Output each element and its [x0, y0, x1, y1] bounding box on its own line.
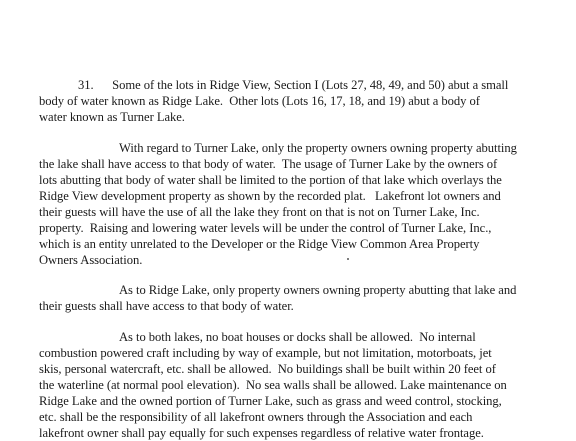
doc-line: their guests will have the use of all the lake they front on that is not on Turner Lake, Inc.	[39, 205, 480, 219]
doc-line: Ridge Lake and the owned portion of Turner Lake, such as grass and weed control, stocking,	[39, 394, 502, 408]
doc-line: 31. Some of the lots in Ridge View, Section I (Lots 27, 48, 49, and 50) abut a small	[78, 78, 509, 92]
doc-line: Owners Association.	[39, 253, 143, 267]
doc-line: lots abutting that body of water shall be limited to the portion of that lake which overlays the	[39, 173, 502, 187]
doc-line: water known as Turner Lake.	[39, 110, 185, 124]
doc-line: property. Raising and lowering water levels will be under the control of Turner Lake, Inc.,	[39, 221, 492, 235]
doc-line: As to Ridge Lake, only property owners owning property abutting that lake and	[119, 283, 517, 297]
doc-line: their guests shall have access to that body of water.	[39, 299, 294, 313]
doc-line: the lake shall have access to that body of water. The usage of Turner Lake by the owners of	[39, 157, 498, 171]
doc-line: lakefront owner shall pay equally for such expenses regardless of relative water frontage.	[39, 426, 484, 440]
doc-line: etc. shall be the responsibility of all lakefront owners through the Association and each	[39, 410, 473, 424]
doc-line: the waterline (at normal pool elevation). No sea walls shall be allowed. Lake maintenance on	[39, 378, 507, 392]
doc-line: which is an entity unrelated to the Developer or the Ridge View Common Area Property	[39, 237, 480, 251]
doc-line: body of water known as Ridge Lake. Other lots (Lots 16, 17, 18, and 19) abut a body of	[39, 94, 480, 108]
scan-speck	[347, 258, 349, 260]
doc-line: combustion powered craft including by way of example, but not limitation, motorboats, jet	[39, 346, 492, 360]
doc-line: As to both lakes, no boat houses or docks shall be allowed. No internal	[119, 330, 476, 344]
doc-line: skis, personal watercraft, etc. shall be allowed. No buildings shall be built within 20 feet of	[39, 362, 496, 376]
doc-line: Ridge View development property as shown by the recorded plat. Lakefront lot owners and	[39, 189, 501, 203]
doc-line: With regard to Turner Lake, only the property owners owning property abutting	[119, 141, 517, 155]
